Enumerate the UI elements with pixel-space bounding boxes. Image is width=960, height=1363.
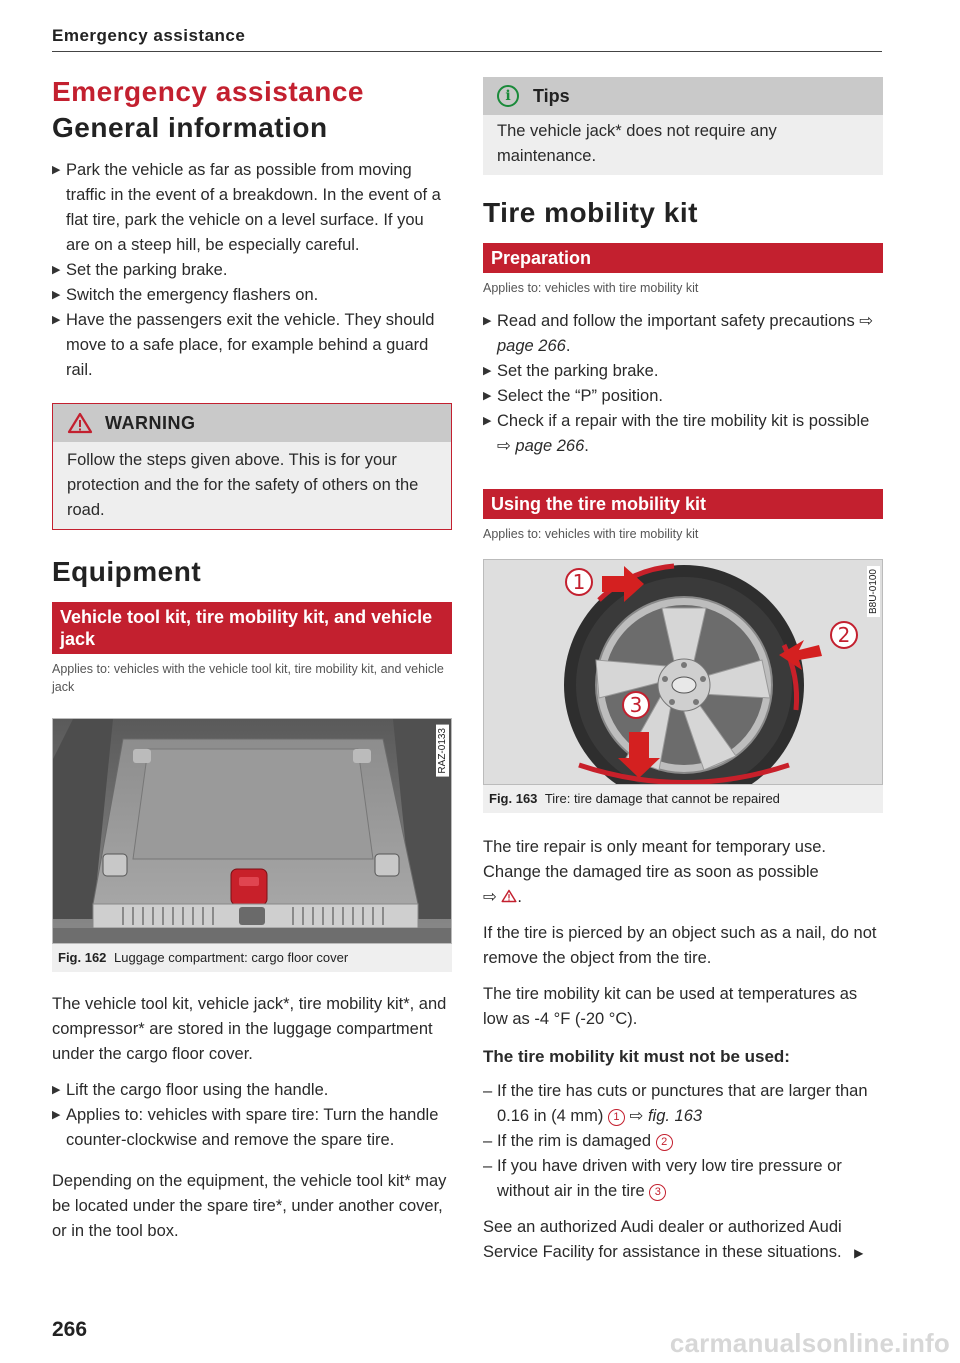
- header-rule: [52, 51, 882, 52]
- paragraph: Depending on the equipment, the vehicle tool kit* may be located under the spare tire*, under another cover, or in the tool box.: [52, 1172, 447, 1240]
- warning-box: [52, 403, 452, 530]
- tire-graphic: [484, 560, 882, 785]
- list-item: ▶ Set the parking brake.: [483, 359, 883, 384]
- list-item: ▶ Set the parking brake.: [52, 258, 452, 283]
- figure-163: [483, 559, 883, 813]
- callout-number-icon: 3: [649, 1184, 666, 1201]
- paragraph: The tire repair is only meant for temporary use. Change the damaged tire as soon as possible ⇨ .: [483, 838, 826, 906]
- marker-1: 1: [572, 570, 586, 594]
- list-item: ▶ Switch the emergency flashers on.: [52, 283, 452, 308]
- triangle-bullet-icon: ▶: [52, 164, 61, 176]
- right-column: [483, 77, 883, 1266]
- cross-reference-arrow[interactable]: ⇨: [483, 888, 497, 906]
- figure-code: B8U-0100: [867, 566, 880, 617]
- figure-reference-link[interactable]: fig. 163: [647, 1107, 703, 1125]
- paragraph: See an authorized Audi dealer or authorized Audi Service Facility for assistance in these situations. ▶: [483, 1218, 864, 1261]
- page-reference-link[interactable]: page 266: [515, 437, 585, 455]
- cargo-floor-graphic: [53, 719, 451, 944]
- tire-damage-illustration: [483, 559, 883, 785]
- figure-162: [52, 718, 452, 972]
- section-title-equipment: Equipment: [52, 556, 202, 587]
- figure-caption-text: Luggage compartment: cargo floor cover: [114, 950, 349, 965]
- tips-box: [483, 77, 883, 175]
- preparation-steps: [483, 309, 883, 459]
- left-column: [52, 70, 452, 1244]
- warning-body: [53, 442, 451, 529]
- paragraph: The tire mobility kit can be used at temperatures as low as -4 °F (-20 °C).: [483, 985, 858, 1028]
- warning-title: WARNING: [105, 412, 196, 433]
- list-item: ▶ Lift the cargo floor using the handle.: [52, 1078, 452, 1103]
- triangle-bullet-icon: ▶: [52, 264, 61, 276]
- page-number: 266: [52, 1318, 88, 1341]
- continue-arrow-icon: ▶: [854, 1246, 864, 1260]
- must-not-heading: The tire mobility kit must not be used:: [483, 1047, 790, 1066]
- applies-note: Applies to: vehicles with the vehicle tool kit, tire mobility kit, and vehicle jack: [52, 662, 444, 694]
- figure-caption: [483, 785, 883, 813]
- list-item: ▶ Read and follow the important safety precautions ⇨ page 266.: [483, 309, 883, 359]
- warning-triangle-icon: [67, 412, 93, 434]
- subsection-bar-using-kit: Using the tire mobility kit: [483, 489, 883, 519]
- figure-number: Fig. 162: [58, 950, 107, 965]
- figure-code: RAZ-0133: [436, 725, 449, 777]
- list-item: ▶ Select the “P” position.: [483, 384, 883, 409]
- list-item: – If the rim is damaged 2: [483, 1129, 883, 1154]
- list-item: ▶ Check if a repair with the tire mobility kit is possible ⇨ page 266.: [483, 409, 883, 459]
- list-item: – If you have driven with very low tire pressure or without air in the tire 3: [483, 1157, 842, 1200]
- marker-2: 2: [837, 623, 851, 647]
- triangle-bullet-icon: ▶: [483, 315, 492, 327]
- running-header: Emergency assistance: [52, 26, 246, 45]
- chapter-title: Emergency assistance: [52, 76, 364, 107]
- warning-header: [53, 404, 451, 442]
- applies-note: Applies to: vehicles with tire mobility kit: [483, 281, 699, 295]
- watermark: carmanualsonline.info: [669, 1328, 950, 1358]
- figure-caption: [52, 944, 452, 972]
- triangle-bullet-icon: ▶: [483, 415, 492, 427]
- cargo-steps: [52, 1078, 452, 1153]
- must-not-list: [483, 1079, 883, 1204]
- luggage-compartment-illustration: [52, 718, 452, 944]
- triangle-bullet-icon: ▶: [52, 1109, 61, 1121]
- warning-text: Follow the steps given above. This is for your protection and the for the safety of others on the road.: [67, 451, 419, 519]
- subsection-bar-preparation: Preparation: [483, 243, 883, 273]
- applies-note: Applies to: vehicles with tire mobility kit: [483, 527, 699, 541]
- list-item: ▶ Park the vehicle as far as possible from moving traffic in the event of a breakdown. In the event of a flat tire, park the vehicle on a level surface. If you are on a steep hill, be especially careful.: [52, 158, 452, 258]
- paragraph: If the tire is pierced by an object such as a nail, do not remove the object from the tire.: [483, 924, 877, 967]
- triangle-bullet-icon: ▶: [52, 314, 61, 326]
- page-reference-link[interactable]: page 266: [497, 337, 566, 355]
- tips-header: [483, 77, 883, 115]
- tips-body: [483, 115, 883, 175]
- list-item: – If the tire has cuts or punctures that are larger than 0.16 in (4 mm) 1 ⇨ fig. 163: [483, 1082, 868, 1125]
- subsection-bar-tool-kit: Vehicle tool kit, tire mobility kit, and vehicle jack: [52, 602, 452, 654]
- general-steps: [52, 158, 452, 383]
- triangle-bullet-icon: ▶: [483, 390, 492, 402]
- tips-title: Tips: [533, 85, 570, 106]
- tips-text: The vehicle jack* does not require any maintenance.: [497, 122, 777, 165]
- marker-3: 3: [629, 693, 643, 717]
- list-item: ▶ Have the passengers exit the vehicle. They should move to a safe place, for example behind a guard rail.: [52, 308, 452, 383]
- figure-caption-text: Tire: tire damage that cannot be repaired: [544, 791, 780, 806]
- triangle-bullet-icon: ▶: [52, 1084, 61, 1096]
- callout-number-icon: 1: [608, 1109, 625, 1126]
- paragraph: The vehicle tool kit, vehicle jack*, tire mobility kit*, and compressor* are stored in the luggage compartment under the cargo floor cover.: [52, 995, 447, 1063]
- callout-number-icon: 2: [656, 1134, 673, 1151]
- figure-number: Fig. 163: [489, 791, 538, 806]
- section-title-general: General information: [52, 112, 328, 143]
- info-icon: i: [497, 85, 519, 107]
- section-title-tire-mobility: Tire mobility kit: [483, 197, 698, 228]
- triangle-bullet-icon: ▶: [483, 365, 492, 377]
- list-item: ▶ Applies to: vehicles with spare tire: Turn the handle counter-clockwise and remove the spare tire.: [52, 1103, 452, 1153]
- warning-triangle-icon: [501, 889, 517, 903]
- triangle-bullet-icon: ▶: [52, 289, 61, 301]
